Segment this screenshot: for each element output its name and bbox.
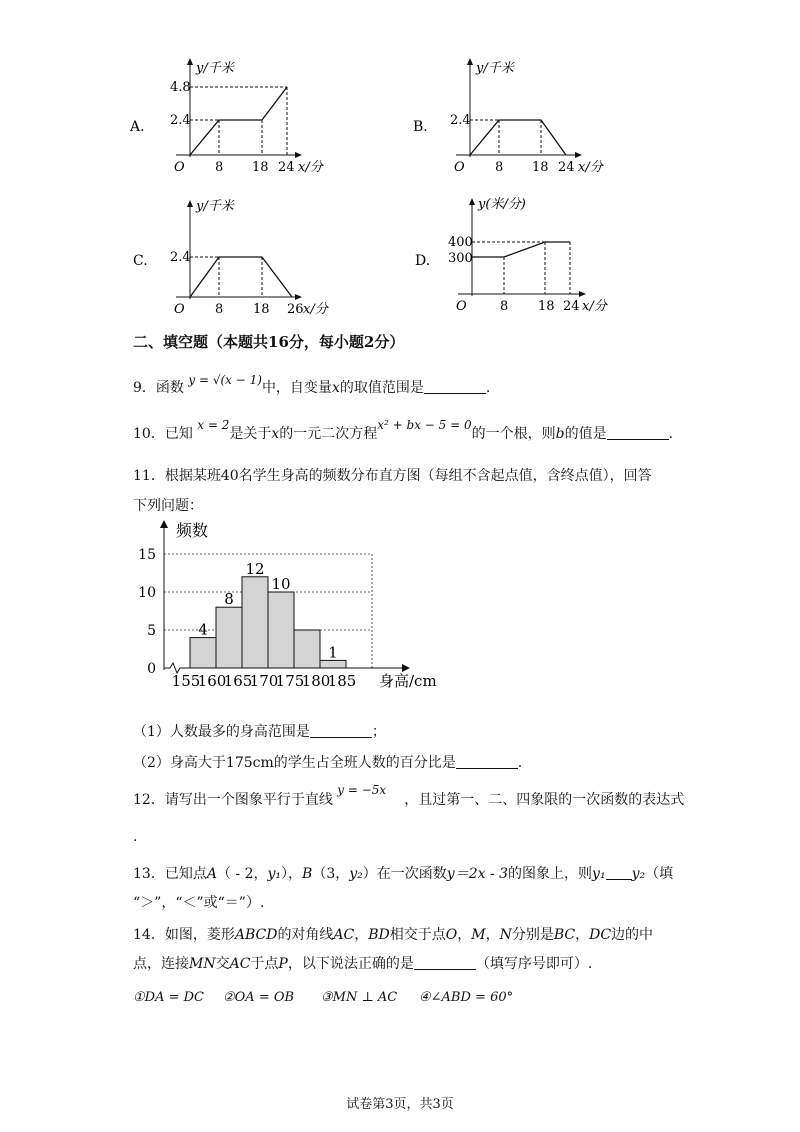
q14-text-l: 于点 xyxy=(250,956,279,972)
graph-d-x-arrow xyxy=(579,291,586,297)
q14-text-c: ， xyxy=(354,927,369,943)
q10-var: x xyxy=(271,426,280,442)
histogram-bar-label: 8 xyxy=(224,590,234,609)
histogram-bar xyxy=(190,638,216,668)
graph-d xyxy=(415,197,609,314)
graph-b-xtick-8: 8 xyxy=(495,160,504,175)
graph-c-ylabel: y/千米 xyxy=(196,199,234,214)
histogram-x-tick-label: 160 xyxy=(197,672,227,690)
question-9 xyxy=(133,373,491,398)
q14-dc: DC xyxy=(589,927,612,943)
q11-sub2-end: . xyxy=(517,755,523,771)
histogram-x-tick-label: 175 xyxy=(275,672,305,690)
q14-text-b: 的对角线 xyxy=(277,927,334,943)
q14-bd: BD xyxy=(368,927,390,943)
graph-a-line xyxy=(190,87,287,155)
histogram-x-tick-label: 185 xyxy=(327,672,357,690)
graph-d-ytick-400: 400 xyxy=(448,235,473,250)
q14-text-d: 相交于点 xyxy=(389,927,446,943)
graph-d-ylabel: y(米/分) xyxy=(478,197,526,212)
histogram-y-tick-label: 15 xyxy=(138,547,156,563)
q14-text-g: 分别是 xyxy=(511,927,554,943)
question-11-sub-2 xyxy=(133,753,522,773)
graph-d-xtick-18: 18 xyxy=(538,299,555,314)
q14-answer-blank[interactable] xyxy=(414,955,476,970)
q14-o: O xyxy=(445,927,458,943)
graph-a-xtick-18: 18 xyxy=(252,160,269,175)
graph-c-letter: C. xyxy=(133,253,148,269)
q14-bc: BC xyxy=(553,927,576,943)
question-11-line-1: 11．根据某班40名学生身高的频数分布直方图（每组不含起点值，含终点值），回答 xyxy=(133,468,652,484)
question-11-sub-1 xyxy=(133,722,386,742)
q13-text-b: （ - 2， xyxy=(216,866,268,882)
graph-c-xtick-18: 18 xyxy=(253,302,270,317)
q14-text-k: 交 xyxy=(215,956,230,972)
q10-mid-b: 的一元二次方程 xyxy=(279,426,378,442)
graph-a-ytick-24: 2.4 xyxy=(170,113,191,128)
q11-sub2-text: （2）身高大于175cm的学生占全班人数的百分比是 xyxy=(133,755,456,771)
q14-text-h: ， xyxy=(575,927,590,943)
graph-c xyxy=(133,199,330,317)
q14-ac: AC xyxy=(333,927,355,943)
q14-ac-2: AC xyxy=(229,956,251,972)
q11-sub1-blank[interactable] xyxy=(310,723,372,738)
q10-mid-d: 的值是 xyxy=(564,426,607,442)
q14-option-2: ②OA = OB xyxy=(223,990,295,1005)
graph-b-letter: B. xyxy=(413,119,428,135)
histogram-bar-label: 12 xyxy=(245,559,265,578)
q13-point-a: A xyxy=(206,866,217,882)
graph-a-xlabel: x/分 xyxy=(298,160,323,175)
graph-d-ytick-300: 300 xyxy=(448,251,473,266)
histogram-bar-label: 4 xyxy=(198,620,208,639)
q9-post-b: 的取值范围是 xyxy=(339,380,424,396)
graph-d-xtick-8: 8 xyxy=(500,299,509,314)
q14-text-f: ， xyxy=(485,927,500,943)
histogram-y-axis-label: 频数 xyxy=(176,521,209,540)
q13-text-d: （3， xyxy=(312,866,350,882)
q14-m: M xyxy=(471,927,486,943)
q13-text-e: ）在一次函数 xyxy=(362,866,447,882)
question-14-line-1 xyxy=(133,925,653,945)
histogram-y-arrow xyxy=(160,520,168,528)
graph-c-xlabel: x/分 xyxy=(303,302,328,317)
graph-a-xtick-24: 24 xyxy=(278,160,295,175)
question-14-line-2 xyxy=(133,954,592,974)
q14-p: P xyxy=(278,956,288,972)
q13-function: y＝2x - 3 xyxy=(446,866,509,882)
q13-text-f: 的图象上，则 xyxy=(508,866,593,882)
histogram-y-tick-label: 0 xyxy=(147,661,156,677)
graph-b-xlabel: x/分 xyxy=(578,160,603,175)
graph-d-xtick-24: 24 xyxy=(563,299,580,314)
q11-sub1-text: （1）人数最多的身高范围是 xyxy=(133,724,310,740)
graph-c-ytick-24: 2.4 xyxy=(170,250,191,265)
histogram-y-tick-label: 10 xyxy=(138,585,156,601)
q9-end: . xyxy=(485,380,491,396)
q10-formula-2: x² + bx − 5 = 0 xyxy=(377,418,472,432)
q11-sub2-blank[interactable] xyxy=(456,754,518,769)
q13-y1: y₁ xyxy=(267,866,282,882)
graph-d-line xyxy=(472,242,570,257)
graph-c-x-arrow xyxy=(295,294,302,300)
graph-a xyxy=(129,58,325,175)
histogram-x-axis-label: 身高/cm xyxy=(379,672,437,690)
histogram-x-tick-label: 180 xyxy=(301,672,331,690)
graph-b-y-arrow xyxy=(467,58,473,65)
q14-abcd: ABCD xyxy=(234,927,278,943)
q12-pre: 12．请写出一个图象平行于直线 xyxy=(133,792,333,808)
graph-d-xlabel: x/分 xyxy=(582,299,607,314)
graph-d-letter: D. xyxy=(415,253,431,269)
histogram-y-tick-label: 5 xyxy=(147,623,156,639)
question-13-line-1 xyxy=(133,864,673,884)
graph-a-origin: O xyxy=(174,160,185,175)
question-12-line-2: . xyxy=(133,829,138,845)
q14-option-1: ①DA = DC xyxy=(133,990,204,1005)
q14-text-a: 14．如图，菱形 xyxy=(133,927,235,943)
q14-mn: MN xyxy=(189,956,216,972)
q9-var: x xyxy=(331,380,340,396)
graph-b-ylabel: y/千米 xyxy=(476,61,514,76)
histogram-bar-label: 1 xyxy=(328,643,338,662)
histogram-bar-label: 10 xyxy=(271,575,291,593)
q14-text-e: ， xyxy=(457,927,472,943)
q13-text-a: 13．已知点 xyxy=(133,866,207,882)
question-12 xyxy=(133,783,685,810)
graph-c-y-arrow xyxy=(187,200,193,207)
q14-option-4: ④∠ABD = 60° xyxy=(419,990,514,1005)
graph-b-xtick-18: 18 xyxy=(532,160,549,175)
question-10 xyxy=(133,418,674,444)
histogram-x-arrow xyxy=(402,664,410,672)
q10-mid-c: 的一个根，则 xyxy=(471,426,556,442)
graph-c-xtick-26: 26 xyxy=(287,302,304,317)
q10-answer-blank[interactable] xyxy=(607,425,669,440)
q9-post-a: 中，自变量 xyxy=(261,380,332,396)
graph-d-origin: O xyxy=(456,299,467,314)
histogram-x-tick-label: 170 xyxy=(249,672,279,690)
graph-b xyxy=(413,58,605,175)
section-heading: 二、填空题（本题共16分，每小题2分） xyxy=(133,333,405,351)
graph-c-line xyxy=(190,257,292,297)
q14-text-m: ，以下说法正确的是 xyxy=(287,956,414,972)
graph-d-y-arrow xyxy=(469,198,475,205)
graph-a-letter: A. xyxy=(130,119,145,135)
graph-b-xtick-24: 24 xyxy=(558,160,575,175)
histogram-bar xyxy=(320,660,346,668)
q10-formula-1: x = 2 xyxy=(197,418,230,432)
histogram-chart xyxy=(140,518,440,693)
q10-pre: 10．已知 xyxy=(133,426,193,442)
graph-a-xtick-8: 8 xyxy=(215,160,224,175)
histogram-bar xyxy=(294,630,320,668)
q9-pre: 9．函数 xyxy=(133,380,184,396)
graph-a-x-arrow xyxy=(295,152,302,158)
q13-y2-compare: y₂ xyxy=(631,866,646,882)
graph-a-y-arrow xyxy=(187,58,193,65)
q13-text-c: ）， xyxy=(281,866,303,882)
graph-a-ylabel: y/千米 xyxy=(196,61,234,76)
q13-point-b: B xyxy=(302,866,313,882)
q10-var-b: b xyxy=(555,426,565,442)
graph-a-ytick-48: 4.8 xyxy=(170,80,191,95)
question-14-options xyxy=(133,988,513,1008)
histogram-bar xyxy=(216,607,242,668)
q12-formula: y = −5x xyxy=(337,783,387,797)
q9-answer-blank[interactable] xyxy=(424,379,486,394)
q11-sub1-end: ； xyxy=(371,724,386,740)
graph-c-origin: O xyxy=(174,302,185,317)
graph-b-origin: O xyxy=(454,160,465,175)
question-11-line-2: 下列问题： xyxy=(133,498,203,514)
graph-b-ytick-24: 2.4 xyxy=(450,113,471,128)
q12-post: ，且过第一、二、四象限的一次函数的表达式 xyxy=(404,792,685,808)
q13-text-g: （填 xyxy=(645,866,674,882)
q14-n: N xyxy=(499,927,512,943)
page-footer: 试卷第3页，共3页 xyxy=(346,1097,454,1112)
q14-text-j: 点，连接 xyxy=(133,956,189,972)
graph-b-x-arrow xyxy=(575,152,582,158)
graph-b-line xyxy=(470,120,566,155)
histogram-x-tick-label: 165 xyxy=(223,672,253,690)
q10-end: . xyxy=(668,426,674,442)
q13-answer-blank[interactable] xyxy=(606,865,632,880)
option-graphs xyxy=(0,50,800,320)
q14-text-i: 边的中 xyxy=(611,927,654,943)
question-13-line-2: “＞”，“＜”或“＝”）. xyxy=(133,895,265,911)
q13-y2: y₂ xyxy=(349,866,363,882)
histogram-bar xyxy=(242,577,268,668)
histogram-x-tick-label: 155 xyxy=(171,672,201,690)
q10-mid-a: 是关于 xyxy=(229,426,272,442)
histogram-bar xyxy=(268,592,294,668)
q13-y1-compare: y₁ xyxy=(592,866,606,882)
graph-c-xtick-8: 8 xyxy=(215,302,224,317)
q14-option-3: ③MN ⊥ AC xyxy=(321,990,398,1005)
q9-formula: y = √(x − 1) xyxy=(188,373,262,387)
q14-text-n: （填写序号即可）. xyxy=(475,956,593,972)
